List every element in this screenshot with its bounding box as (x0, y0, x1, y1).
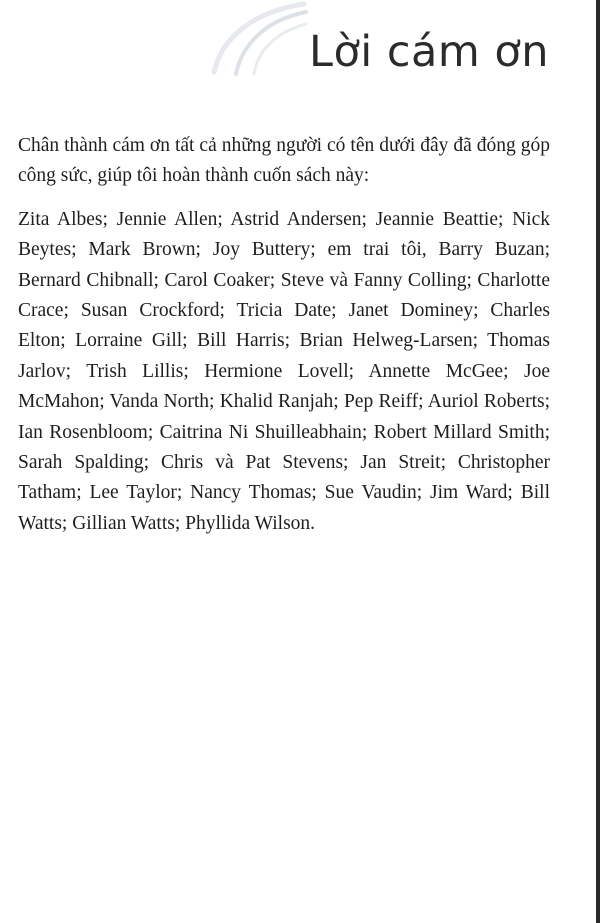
names-paragraph: Zita Albes; Jennie Allen; Astrid Andersen; Jeannie Beattie; Nick Beytes; Mark Brown; Joy Buttery; em trai tôi, Barry Buzan; Bernard Chibnall; Carol Coaker; Steve và Fanny Colling; Charlotte Crace; Susan Crockford; Tricia Date; Janet Dominey; Charles Elton; Lorraine Gill; Bill Harris; Brian Helweg-Larsen; Thomas Jarlov; Trish Lillis; Hermione Lovell; Annette McGee; Joe McMahon; Vanda North; Khalid Ranjah; Pep Reiff; Auriol Roberts; Ian Rosenbloom; Caitrina Ni Shuilleabhain; Robert Millard Smith; Sarah Spalding; Chris và Pat Stevens; Jan Streit; Christopher Tatham; Lee Taylor; Nancy Thomas; Sue Vaudin; Jim Ward; Bill Watts; Gillian Watts; Phyllida Wilson. (18, 208, 550, 534)
page-edge-border (596, 0, 600, 923)
decorative-arc-swirl (200, 0, 310, 80)
acknowledgements-body (18, 131, 550, 539)
intro-paragraph: Chân thành cám ơn tất cả những người có tên dưới đây đã đóng góp công sức, giúp tôi hoàn thành cuốn sách này: (18, 135, 550, 187)
page-title: Lời cám ơn (309, 27, 549, 77)
